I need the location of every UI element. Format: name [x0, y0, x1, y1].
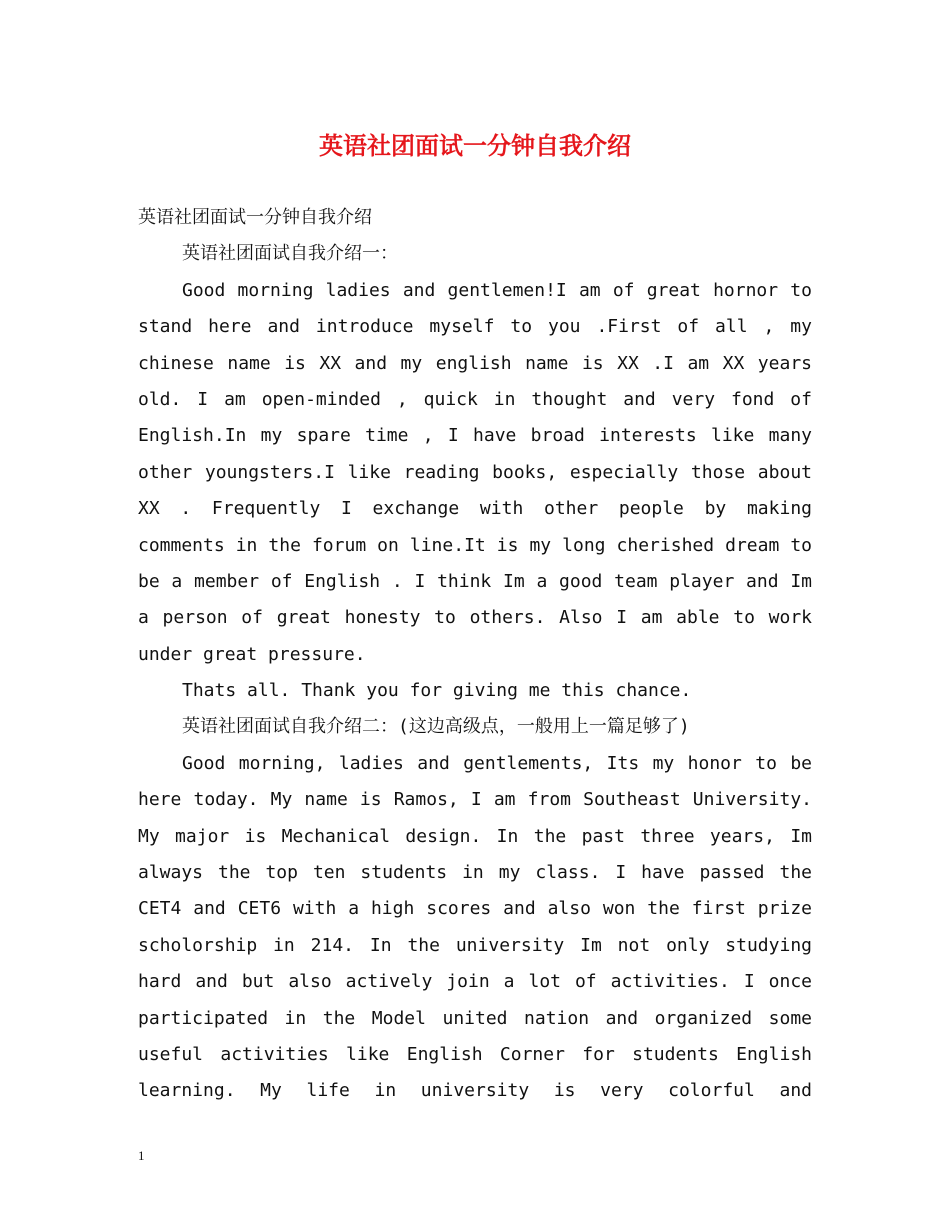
text-line: be a member of English . I think Im a good team player and Im	[138, 570, 812, 592]
text-line: My major is Mechanical design. In the past three years, Im	[138, 825, 812, 847]
text-line: a person of great honesty to others. Also I am able to work	[138, 607, 812, 629]
text-line: CET4 and CET6 with a high scores and also won the first prize	[138, 898, 812, 920]
document-title: 英语社团面试一分钟自我介绍	[319, 131, 631, 160]
text-line: Good morning, ladies and gentlements, Its my honor to be	[182, 752, 812, 774]
text-line: Good morning ladies and gentlemen!I am of great hornor to	[182, 279, 812, 301]
text-line: XX . Frequently I exchange with other people by making	[138, 498, 812, 520]
text-line: chinese name is XX and my english name is XX .I am XX years	[138, 352, 812, 374]
intro-heading: 英语社团面试一分钟自我介绍	[138, 207, 372, 228]
section2-paragraph	[138, 746, 812, 1110]
text-line: learning. My life in university is very colorful and	[138, 1080, 812, 1102]
section1-heading: 英语社团面试自我介绍一：	[182, 243, 398, 265]
text-line: scholorship in 214. In the university Im not only studying	[138, 934, 812, 956]
section1-closing: Thats all. Thank you for giving me this chance.	[182, 680, 692, 702]
page-number: 1	[138, 1148, 145, 1163]
text-line: useful activities like English Corner for students English	[138, 1043, 812, 1065]
text-line: always the top ten students in my class. I have passed the	[138, 862, 812, 884]
text-line: hard and but also actively join a lot of activities. I once	[138, 971, 812, 993]
text-line: old. I am open-minded , quick in thought and very fond of	[138, 388, 812, 410]
section1-paragraph	[138, 273, 812, 673]
text-line: here today. My name is Ramos, I am from Southeast University.	[138, 789, 812, 811]
text-line: participated in the Model united nation and organized some	[138, 1007, 812, 1029]
section2-heading: 英语社团面试自我介绍二：(这边高级点，一般用上一篇足够了)	[182, 716, 690, 738]
document-body	[138, 200, 812, 1110]
text-line: under great pressure.	[138, 643, 366, 665]
text-line: stand here and introduce myself to you .First of all , my	[138, 316, 812, 338]
text-line: comments in the forum on line.It is my long cherished dream to	[138, 534, 812, 556]
text-line: English.In my spare time , I have broad interests like many	[138, 425, 812, 447]
text-line: other youngsters.I like reading books, especially those about	[138, 461, 812, 483]
